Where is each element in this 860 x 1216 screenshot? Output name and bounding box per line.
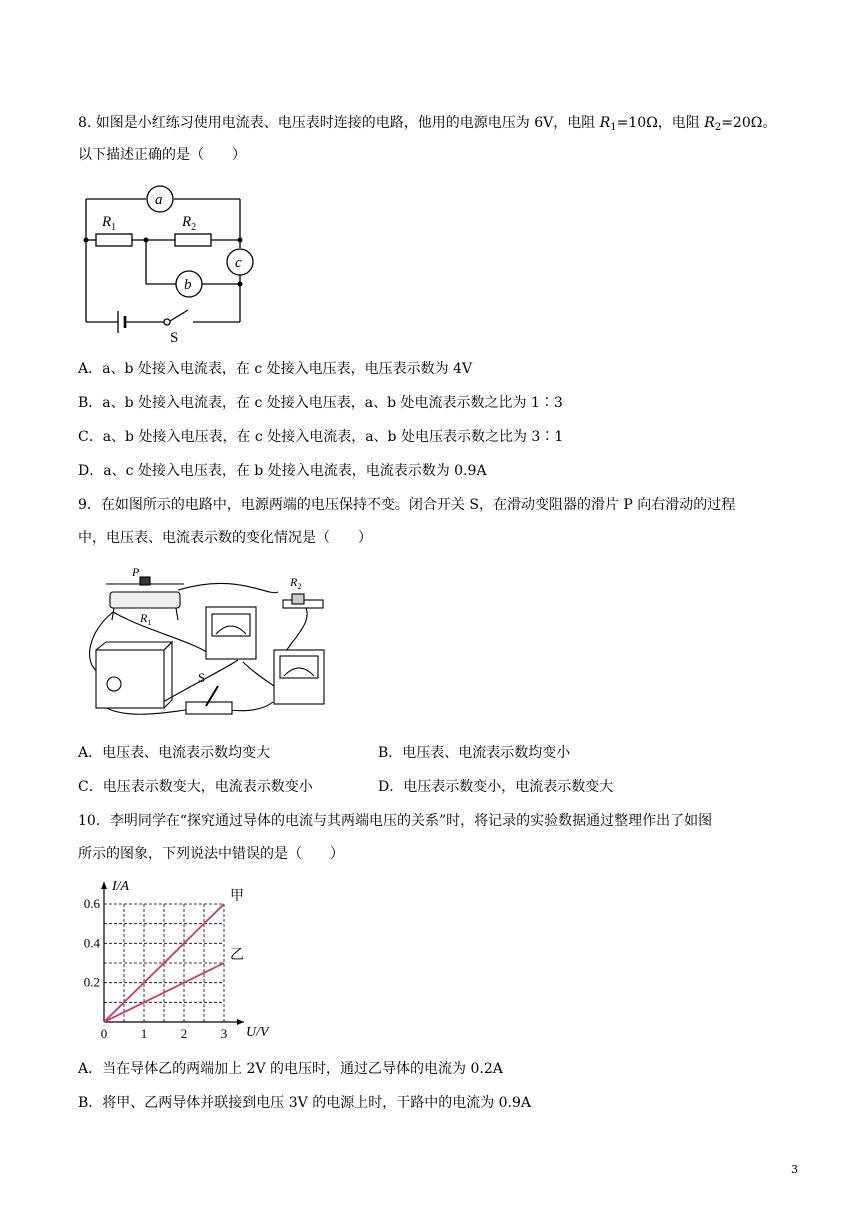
x-tick-label: 3 — [220, 1026, 228, 1041]
x-tick-label: 2 — [180, 1026, 188, 1041]
resistor-r1 — [96, 234, 132, 246]
label-a: a — [155, 192, 163, 208]
q10-option-b: B．将甲、乙两导体并联接到电压 3V 的电源上时，干路中的电流为 0.9A — [78, 1095, 532, 1111]
q9-option-d: D．电压表示数变小，电流表示数变大 — [378, 779, 614, 795]
y-axis-arrow — [101, 882, 107, 889]
y-tick-label: 0.6 — [83, 896, 100, 911]
q8-stem-line-1: 8. 如图是小红练习使用电流表、电压表时连接的电路，他用的电源电压为 6V，电阻 $R_1=10\Omega$，电阻 $R_2=20\Omega$。 — [78, 115, 777, 133]
series-label-2: 乙 — [230, 947, 244, 963]
q8-option-d: D．a、c 处接入电压表，在 b 处接入电流表，电流表示数为 0.9A — [78, 463, 487, 479]
iu-chart — [70, 872, 280, 1048]
x-tick-label: 0 — [100, 1026, 108, 1041]
q9-option-b: B．电压表、电流表示数均变小 — [378, 745, 571, 761]
switch-s — [186, 702, 232, 714]
y-tick-label: 0.4 — [83, 935, 100, 951]
x-axis-arrow — [237, 1019, 244, 1025]
label-p: P — [132, 565, 140, 579]
q10-stem-line-1: 10．李明同学在“探究通过导体的电流与其两端电压的关系”时，将记录的实验数据通过整理作出了如图 — [78, 813, 713, 829]
q10-option-a: A．当在导体乙的两端加上 2V 的电压时，通过乙导体的电流为 0.2A — [78, 1061, 503, 1077]
label-r1: $R_1$ — [102, 214, 117, 233]
label-s: S — [198, 670, 206, 685]
x-axis-label: U/V — [246, 1025, 269, 1040]
x-tick-label: 1 — [140, 1026, 148, 1041]
y-tick-label: 0.2 — [83, 974, 100, 990]
resistor-r2 — [175, 234, 211, 246]
power-supply — [96, 650, 164, 708]
series-label-1: 甲 — [230, 888, 244, 904]
label-b: b — [184, 277, 192, 293]
q9-option-a: A．电压表、电流表示数均变大 — [78, 745, 271, 761]
page-number: 3 — [791, 1163, 798, 1176]
label-c: c — [235, 255, 242, 271]
q8-circuit-diagram — [78, 182, 258, 346]
q8-option-b: B．a、b 处接入电流表，在 c 处接入电压表，a、b 处电流表示数之比为 1∶3 — [78, 395, 563, 411]
q8-option-a: A．a、b 处接入电流表，在 c 处接入电压表，电压表示数为 4V — [78, 361, 473, 377]
label-r2: $R_2$ — [182, 214, 197, 233]
q9-option-c: C．电压表示数变大，电流表示数变小 — [78, 779, 313, 795]
rheostat-r1 — [110, 592, 180, 608]
q10-stem-line-2: 所示的图象，下列说法中错误的是（ ） — [78, 846, 344, 862]
q8-option-c: C．a、b 处接入电压表，在 c 处接入电流表，a、b 处电压表示数之比为 3∶1 — [78, 429, 564, 445]
q9-circuit-picture — [78, 562, 338, 722]
q9-stem-line-2: 中，电压表、电流表示数的变化情况是（ ） — [78, 530, 372, 546]
label-r2: $R_2$ — [290, 575, 302, 591]
label-switch-s: S — [170, 330, 179, 346]
q8-stem-line-2: 以下描述正确的是（ ） — [78, 147, 246, 163]
label-r1: $R_1$ — [140, 611, 152, 627]
q9-stem-line-1: 9．在如图所示的电路中，电源两端的电压保持不变。闭合开关 S，在滑动变阻器的滑片 P 向右滑动的过程 — [78, 497, 736, 513]
y-axis-label: I/A — [112, 879, 130, 894]
